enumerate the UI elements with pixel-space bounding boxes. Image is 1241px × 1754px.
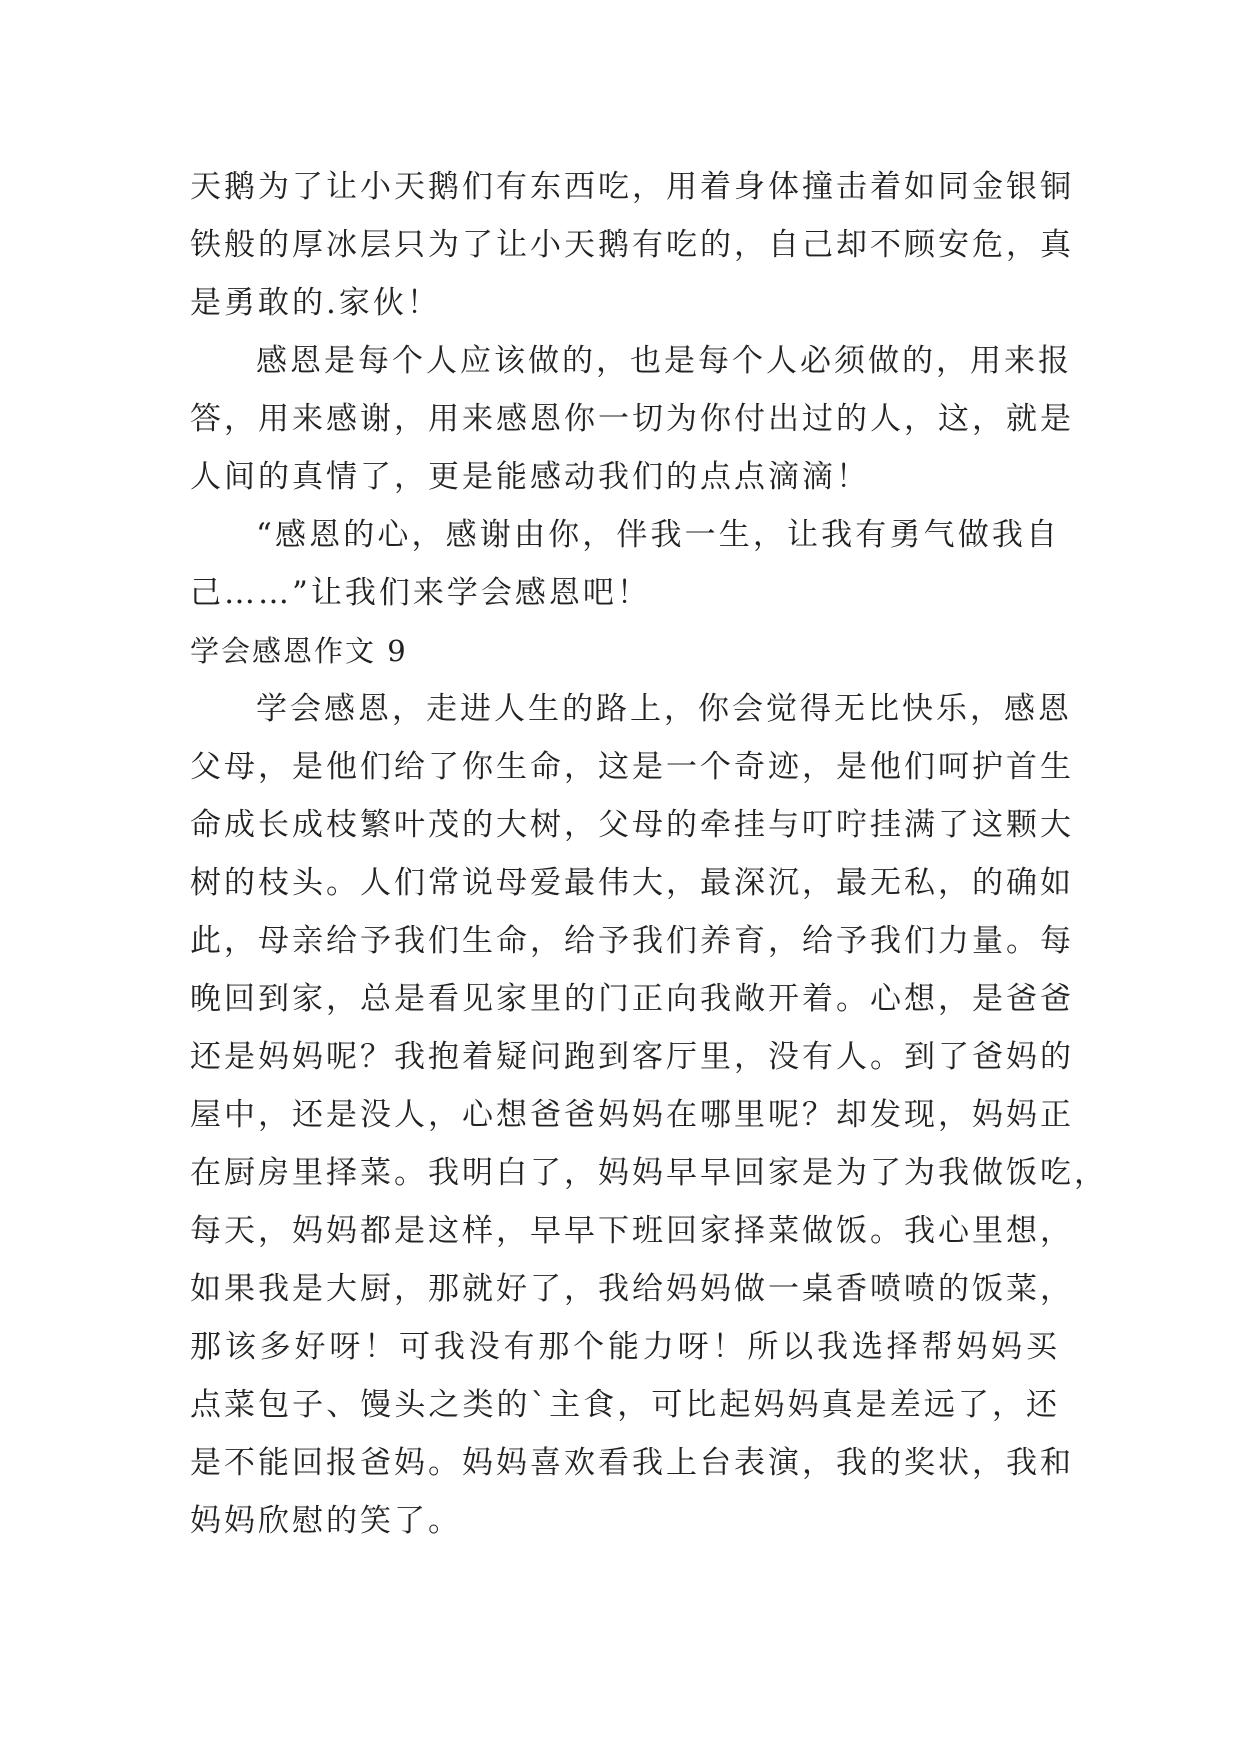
paragraph-essay-9 [190,680,1108,1550]
text-line: 树的枝头。人们常说母爱最伟大，最深沉，最无私，的确如 [190,865,1074,901]
essay-heading: 学会感恩作文 9 [190,634,408,668]
text-line: 每天，妈妈都是这样，早早下班回家择菜做饭。我心里想， [190,1213,1074,1249]
text-line: 铁般的厚冰层只为了让小天鹅有吃的，自己却不顾安危，真 [190,227,1074,263]
text-line: 在厨房里择菜。我明白了，妈妈早早回家是为了为我做饭吃， [190,1155,1108,1191]
text-line: 是勇敢的.家伙！ [190,285,441,321]
text-line: 答，用来感谢，用来感恩你一切为你付出过的人，这，就是 [190,401,1074,437]
text-line: 天鹅为了让小天鹅们有东西吃，用着身体撞击着如同金银铜 [190,169,1074,205]
paragraph-gratitude [190,332,1074,506]
text-line: 父母，是他们给了你生命，这是一个奇迹，是他们呵护首生 [190,749,1074,785]
document-page [190,158,1108,1550]
text-line: 感恩是每个人应该做的，也是每个人必须做的，用来报 [256,343,1072,379]
text-line: 点菜包子、馒头之类的`主食，可比起妈妈真是差远了，还 [190,1387,1060,1423]
text-line: 命成长成枝繁叶茂的大树，父母的牵挂与叮咛挂满了这颗大 [190,807,1074,843]
text-line: “感恩的心，感谢由你，伴我一生，让我有勇气做我自 [256,517,1060,553]
text-line: 屋中，还是没人，心想爸爸妈妈在哪里呢？却发现，妈妈正 [190,1097,1074,1133]
text-line: 还是妈妈呢？我抱着疑问跑到客厅里，没有人。到了爸妈的 [190,1039,1074,1075]
text-line: 妈妈欣慰的笑了。 [190,1503,462,1539]
text-line: 那该多好呀！可我没有那个能力呀！所以我选择帮妈妈买 [190,1329,1060,1365]
text-line: 是不能回报爸妈。妈妈喜欢看我上台表演，我的奖状，我和 [190,1445,1074,1481]
text-line: 人间的真情了，更是能感动我们的点点滴滴！ [190,459,870,495]
paragraph-quote [190,506,1060,622]
text-line: 晚回到家，总是看见家里的门正向我敞开着。心想，是爸爸 [190,981,1074,1017]
paragraph-swan [190,158,1074,332]
text-line: 己……”让我们来学会感恩吧！ [190,575,651,611]
text-line: 学会感恩，走进人生的路上，你会觉得无比快乐，感恩 [256,691,1072,727]
text-line: 此，母亲给予我们生命，给予我们养育，给予我们力量。每 [190,923,1074,959]
text-line: 如果我是大厨，那就好了，我给妈妈做一桌香喷喷的饭菜， [190,1271,1074,1307]
